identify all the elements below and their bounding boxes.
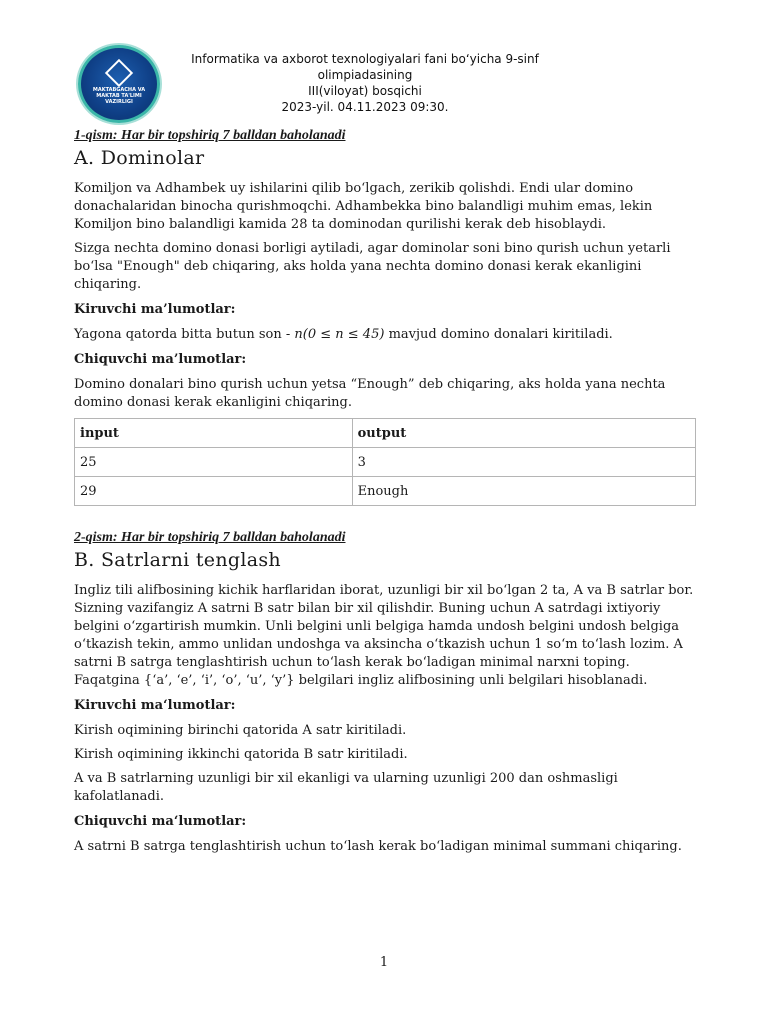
input-text-pre: Yagona qatorda bitta butun son - [74,327,295,342]
header-line-3: 2023-yil. 04.11.2023 09:30. [281,100,449,114]
table-row [75,477,696,506]
section-b-input-line-1: Kirish oqimining birinchi qatorida A satr kiritiladi. [74,723,407,738]
section-a-input-heading: Kiruvchi ma’lumotlar: [74,302,236,317]
table-cell: Enough [352,477,695,506]
section-a-paragraph-1: Komiljon va Adhambek uy ishilarini qilib bo‘lgach, zerikib qolishdi. Endi ular domino donachalaridan binocha qurishmoqchi. Adhambekka bino balandligi muhim emas, lekin Komiljon bino balandligi kamida 28 ta dominodan qurilishi kerak deb hisoblaydi. [74,181,653,232]
section-a-output-heading: Chiquvchi ma’lumotlar: [74,352,247,367]
section-b-input-line-3: A va B satrlarning uzunligi bir xil ekanligi va ularning uzunligi 200 dan oshmasligi kafolatlanadi. [74,771,618,804]
table-row [75,448,696,477]
input-text-post: mavjud domino donalari kiritiladi. [384,327,613,342]
part-2-title: 2-qism: Har bir topshiriq 7 balldan baholanadi [74,530,346,545]
section-a-paragraph-2: Sizga nechta domino donasi borligi aytiladi, agar dominolar soni bino qurish uchun yetarli bo‘lsa "Enough" deb chiqaring, aks holda yana nechta domino donasi kerak ekanligini chiqaring. [74,241,671,292]
table-cell: 25 [75,448,353,477]
part-1-title: 1-qism: Har bir topshiriq 7 balldan baholanadi [74,128,346,143]
ministry-logo [78,45,160,123]
input-math: n(0 ≤ n ≤ 45) [294,327,385,342]
section-b-title: B. Satrlarni tenglash [74,549,281,571]
table-cell: 3 [352,448,695,477]
section-a-output-text: Domino donalari bino qurish uchun yetsa “Enough” deb chiqaring, aks holda yana nechta domino donasi kerak ekanligini chiqaring. [74,377,666,410]
document-header [160,51,570,115]
section-b-input-line-2: Kirish oqimining ikkinchi qatorida B satr kiritiladi. [74,747,408,762]
section-b-paragraph-1: Ingliz tili alifbosining kichik harflaridan iborat, uzunligi bir xil bo‘lgan 2 ta, A va B satrlar bor. Sizning vazifangiz A satrni B satr bilan bir xil qilishdir. Buning uchun A satrdagi ixtiyoriy belgini o‘zgartirish mumkin. Unli belgini unli belgiga hamda undosh belgini undosh belgiga o‘tkazish tekin, ammo unlidan undoshga va aksincha o‘tkazish uchun 1 so‘m to‘lash lozim. A satrni B satrga tenglashtirish uchun to‘lash kerak bo‘ladigan minimal narxni toping. Faqatgina {‘a’, ‘e’, ‘i’, ‘o’, ‘u’, ‘y’} belgilari ingliz alifbosining unli belgilari hisoblanadi. [74,583,694,688]
table-header-input: input [75,419,353,448]
page-number: 1 [379,955,389,970]
section-b-output-heading: Chiquvchi ma‘lumotlar: [74,814,247,829]
logo-text: MAKTABGACHA VA MAKTAB TA'LIMI VAZIRLIGI [92,87,146,105]
table-cell: 29 [75,477,353,506]
header-line-2: III(viloyat) bosqichi [308,84,422,98]
table-header-output: output [352,419,695,448]
section-a-input-text [74,326,696,344]
header-line-1: Informatika va axborot texnologiyalari fani bo‘yicha 9-sinf olimpiadasining [191,52,539,82]
section-b-output-text: A satrni B satrga tenglashtirish uchun to‘lash kerak bo‘ladigan minimal summani chiqaring. [74,839,682,854]
table-header-row [75,419,696,448]
book-icon [105,59,133,87]
document-body [74,128,696,862]
example-table [74,418,696,506]
section-a-title: A. Dominolar [74,147,205,169]
section-b-input-heading: Kiruvchi ma‘lumotlar: [74,698,236,713]
